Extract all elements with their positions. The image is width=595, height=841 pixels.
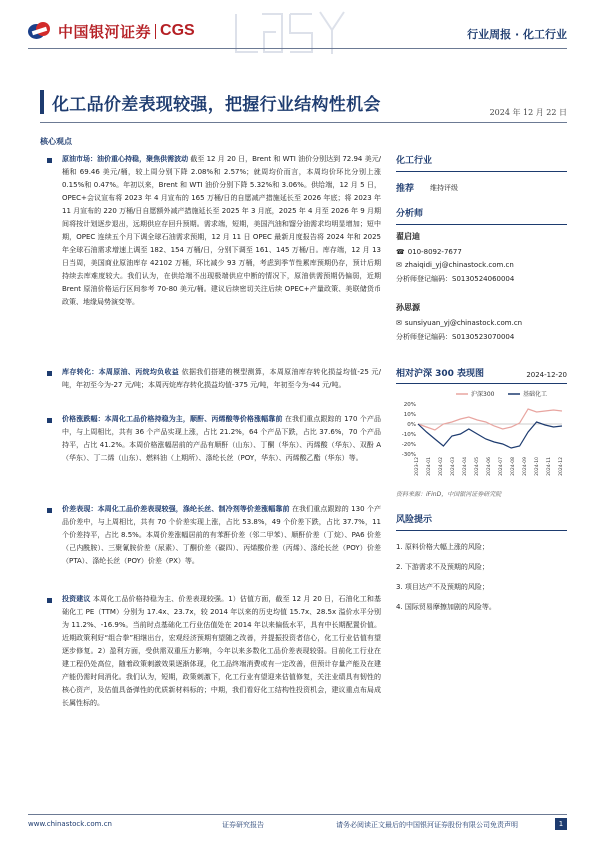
x-tick-label: 2024-09 (523, 457, 528, 476)
chart-source: 资料来源：iFinD，中国银河证券研究院 (396, 491, 502, 498)
page-header (0, 0, 595, 70)
rating-value: 维持评级 (430, 183, 459, 192)
email-icon: ✉ (396, 261, 402, 269)
cgs-watermark-icon (232, 8, 348, 58)
x-tick-label: 2024-07 (499, 457, 504, 476)
paragraph-lead: 价差表现：本周化工品价差表现较强，涤纶长丝、制冷剂等价差涨幅靠前 (62, 505, 290, 513)
analyst-email[interactable]: sunsiyuan_yj@chinastock.com.cn (404, 319, 523, 327)
x-tick-label: 2024-03 (451, 457, 456, 476)
x-tick-label: 2024-06 (487, 457, 492, 476)
header-divider (28, 48, 567, 49)
bullet-icon (47, 418, 52, 423)
sidebar-industry-block (396, 153, 567, 194)
sidebar-chart-block (396, 366, 567, 498)
paragraph-spread (62, 503, 381, 568)
paragraph-investment (62, 593, 381, 710)
bullet-icon (47, 508, 52, 513)
footer-disclaimer: 请务必阅读正文最后的中国银河证券股份有限公司免责声明 (336, 821, 518, 829)
page-number: 1 (555, 818, 567, 830)
x-tick-label: 2024-08 (511, 457, 516, 476)
report-date: 2024 年 12 月 22 日 (489, 108, 567, 117)
series-line-0 (418, 409, 562, 430)
risk-heading: 风险提示 (396, 515, 433, 525)
series-line-1 (418, 422, 562, 448)
analyst-divider (396, 224, 567, 225)
paragraph-lead: 原油市场：油价重心持稳，聚焦供需波动 (62, 155, 189, 163)
footer-website[interactable]: www.chinastock.com.cn (28, 820, 112, 828)
footer-divider (28, 814, 567, 815)
report-type: 行业周报 · 化工行业 (467, 28, 567, 41)
bullet-icon (47, 158, 52, 163)
paragraph-lead: 价格涨跌幅：本周化工品价格持稳为主，顺酐、丙烯酸等价格涨幅靠前 (62, 415, 283, 423)
paragraph-body: 依据我们搭建的模型测算，本周原油库存转化损益均值-25 元/吨，年初至今为-27 元/吨；本周丙烷库存转化损益均值-375 元/吨，年初至今为-44 元/吨。 (62, 368, 381, 389)
x-tick-label: 2024-05 (475, 457, 480, 476)
analyst-registration: 分析师登记编码：S0130524060004 (396, 275, 515, 283)
industry-heading: 化工行业 (396, 156, 433, 166)
x-tick-label: 2023-12 (415, 457, 420, 476)
logo-cn-text: 中国银河证券 (58, 22, 152, 41)
phone-icon: ☎ (396, 248, 405, 256)
analyst-email[interactable]: zhaiqidi_yj@chinastock.com.cn (404, 261, 514, 269)
y-tick-label: 10% (403, 412, 416, 418)
industry-divider (396, 171, 567, 172)
y-tick-label: -10% (401, 432, 416, 438)
title-divider (40, 122, 567, 123)
paragraph-body: 截至 12 月 20 日，Brent 和 WTI 油价分别达到 72.94 美元/桶和 69.46 美元/桶，较上周分别下降 2.08%和 2.57%；就周均价而言，本周均价环比分别上涨 0.15%和 0.47%。年初以来，Brent 和 WTI 油价分别下降 5.32%和 3.06%。供给端，12 月 5 日，OPEC+会议宣布将 2023 年 4 月宣布的 165 万桶/日的自愿减产措施延长至 2026 年底；将 2023 年 11 月宣布的 220 万桶/日自愿额外减产措施延长至 2025 年 3 月底，2025 年 4 月至 2026 年 9 月期间将按计划逐步退出，远期供应存回升预期。需求端，短期，美国汽油和馏分油需求均明显增加；短中期，OPEC 连续五个月下调全球石油需求预期，12 月 11 日 OPEC 最新月度报告将 2024 年和 2025 年全球石油需求增速上调至 182、154 万桶/日，分别下调至 161、145 万桶/日。库存端，12 月 13 日当周，美国商业原油库存 42102 万桶，环比减少 93 万桶，考虑到季节性累库预期仍存，预计后期持续去库难度较大。我们认为，在供给端不出现极端供应中断的情况下，原油供需预期仍偏弱，近期 Brent 原油价格运行区间参考 70-80 美元/桶。建议后续密切关注后续 OPEC+产量政策、美联储货币政策、地缘局势演变等。 (62, 155, 381, 306)
title-accent-bar (40, 90, 44, 114)
report-title: 化工品价差表现较强，把握行业结构性机会 (52, 95, 381, 115)
analyst-name: 翟启迪 (396, 232, 420, 241)
risk-item: 1. 原料价格大幅上涨的风险； (396, 543, 489, 551)
analyst-phone: 010-8092-7677 (407, 248, 462, 256)
analyst-registration: 分析师登记编码：S0130523070004 (396, 333, 515, 341)
logo-en-text: CGS (160, 22, 195, 39)
paragraph-lead: 投资建议 (62, 595, 91, 603)
risk-divider (396, 530, 567, 531)
bullet-icon (47, 371, 52, 376)
chart-date: 2024-12-20 (526, 371, 567, 379)
paragraph-body: 在我们重点跟踪的 130 个产品价差中，与上周相比，共有 70 个价差实现上涨，占比 53.8%，49 个价差下跌，占比 37.7%，11 个价差持平，占比 8.5%。本周价差涨幅居前的有苯酐价差（邻二甲苯）、顺酐价差（丁烷）、PA6 价差（己内酰胺）、三聚氰胺价差（尿素）、丁酮价差（碳四）、丙烯酸价差（丙烯）、涤纶长丝（POY）价差（PTA）、涤纶长丝（POY）价差（PX）等。 (62, 505, 381, 565)
logo-separator (155, 24, 156, 39)
sidebar-analyst-block (396, 206, 567, 342)
analyst-phone-row (396, 248, 567, 256)
risk-item: 4. 国际贸易摩擦加剧的风险等。 (396, 603, 496, 611)
bullet-icon (47, 598, 52, 603)
paragraph-body: 本周化工品价格持稳为主、价差表现较强。1）估值方面，截至 12 月 20 日，石油化工和基础化工 PE（TTM）分别为 17.4x、23.7x，较 2014 年以来的历史均值 15.7x、28.5x 溢价水平分别为 11.2%、-16.9%。当前时点基础化工行业估值处在 2014 年以来偏低水平，具有中长期配置价值。近期政策利好“组合拳”相继出台，宏观经济预期有望随之改善，并提振投资者信心，化工行业估值有望逐步修复。2）盈利方面，受供需双重压力影响，今年以来多数化工品价差表现较弱。目前化工行业在建工程仍处高位，随着政策刺激效果逐渐体现，化工品终端消费或有一定改善，但预计存量产能及在建产能仍需时间消化。我们认为，短期，政策刺激下，化工行业有望迎来估值修复，关注业绩具有韧性的核心资产，及估值具备弹性的优质新材料标的；中期，我们看好化工结构性投资机会，建议重点布局成长属性标的。 (62, 595, 381, 707)
x-tick-label: 2024-01 (427, 457, 432, 476)
analyst-card (396, 302, 567, 342)
x-tick-label: 2024-02 (439, 457, 444, 476)
x-tick-label: 2024-04 (463, 457, 468, 476)
sidebar-risk-block (396, 512, 567, 621)
footer-doc-type: 证券研究报告 (222, 821, 264, 829)
company-logo (28, 20, 195, 42)
email-icon: ✉ (396, 319, 402, 327)
risk-item: 2. 下游需求不及预期的风险； (396, 563, 489, 571)
chart-heading: 相对沪深 300 表现图 (396, 369, 485, 379)
x-tick-label: 2024-10 (535, 457, 540, 476)
paragraph-crude-oil (62, 153, 381, 309)
x-tick-label: 2024-12 (559, 457, 564, 476)
relative-performance-chart (396, 384, 567, 484)
paragraph-body: 在我们重点跟踪的 170 个产品中，与上周相比，共有 36 个产品实现上涨，占比 21.2%，64 个产品下跌，占比 37.6%，70 个产品持平，占比 41.2%。本周价格涨幅居前的产品有顺酐（山东）、丁酮（华东）、丙烯酸（华东）、双酚 A（华东）、丁二烯（山东）、燃料油（上期所）、涤纶长丝（POY，华东）、丙烯酸乙酯（华东）等。 (62, 415, 381, 462)
paragraph-price-change (62, 413, 381, 465)
analyst-email-row (396, 261, 567, 269)
analyst-heading: 分析师 (396, 209, 424, 219)
analyst-email-row (396, 319, 567, 327)
rating-label: 推荐 (396, 184, 415, 194)
analyst-card (396, 231, 567, 284)
legend-label-0: 沪深300 (471, 391, 495, 398)
core-views-label: 核心观点 (40, 137, 72, 146)
risk-item: 3. 项目达产不及预期的风险； (396, 583, 489, 591)
y-tick-label: 20% (403, 402, 416, 408)
y-tick-label: -30% (401, 452, 416, 458)
paragraph-inventory (62, 366, 381, 392)
y-tick-label: -20% (401, 442, 416, 448)
y-tick-label: 0% (407, 422, 416, 428)
x-tick-label: 2024-11 (547, 457, 552, 476)
analyst-name: 孙思源 (396, 303, 420, 312)
logo-mark-icon (28, 20, 54, 42)
paragraph-lead: 库存转化：本周原油、丙烷均负收益 (62, 368, 180, 376)
legend-label-1: 基础化工 (523, 391, 548, 398)
